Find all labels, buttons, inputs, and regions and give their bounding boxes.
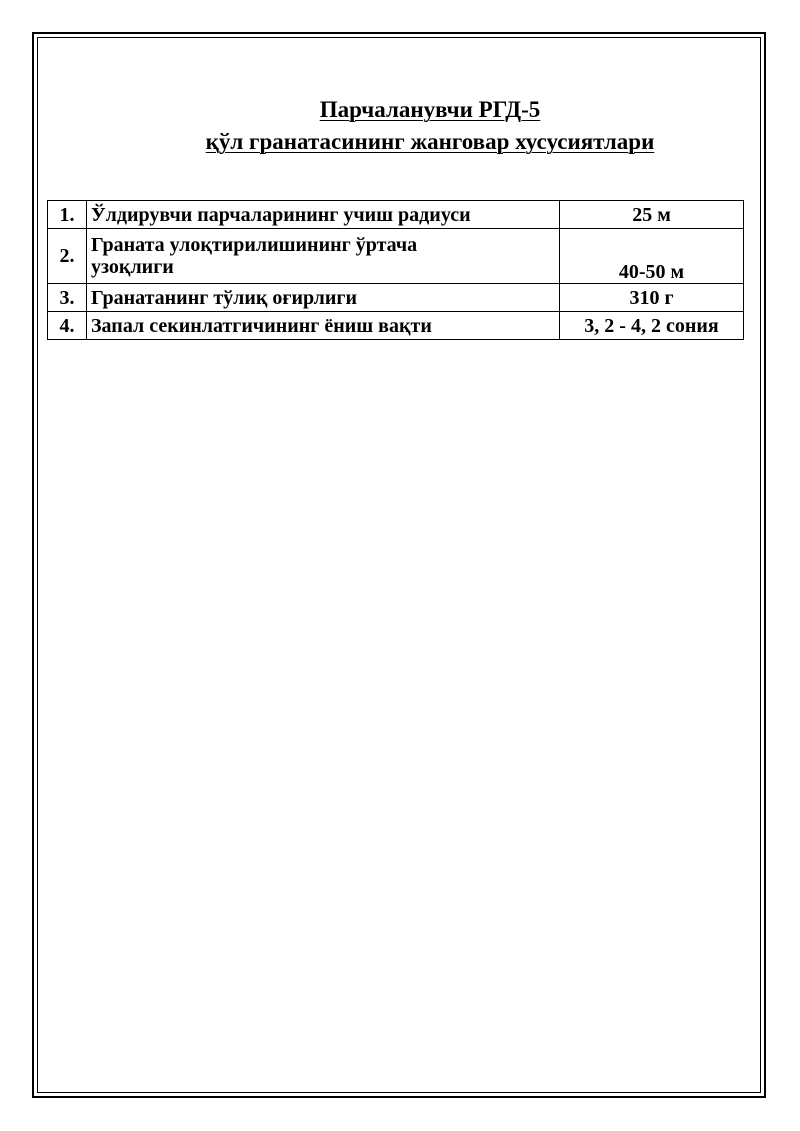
- table-row: [48, 312, 744, 340]
- table-row: [48, 201, 744, 229]
- row-description: Запал секинлатгичининг ёниш вақти: [87, 312, 560, 340]
- row-value: 3, 2 - 4, 2 сония: [560, 312, 744, 340]
- row-value: 310 г: [560, 284, 744, 312]
- row-description-line-2: узоқлиги: [91, 256, 174, 278]
- row-description: Гранатанинг тўлиқ оғирлиги: [87, 284, 560, 312]
- row-description: Ўлдирувчи парчаларининг учиш радиуси: [87, 201, 560, 229]
- document-title-line-2: қўл гранатасининг жанговар хусусиятлари: [205, 129, 655, 154]
- row-value: 40-50 м: [560, 229, 744, 284]
- row-number: 1.: [48, 201, 87, 229]
- row-number: 2.: [48, 229, 87, 284]
- row-description: [87, 229, 560, 284]
- page-border-inner: [37, 37, 761, 1093]
- row-value: 25 м: [560, 201, 744, 229]
- row-number: 3.: [48, 284, 87, 312]
- table-row: [48, 284, 744, 312]
- specs-table: [47, 200, 744, 340]
- document-title-line-1: Парчаланувчи РГД-5: [319, 97, 541, 122]
- table-row: [48, 229, 744, 284]
- row-description-line-1: Граната улоқтирилишининг ўртача: [91, 234, 418, 256]
- row-number: 4.: [48, 312, 87, 340]
